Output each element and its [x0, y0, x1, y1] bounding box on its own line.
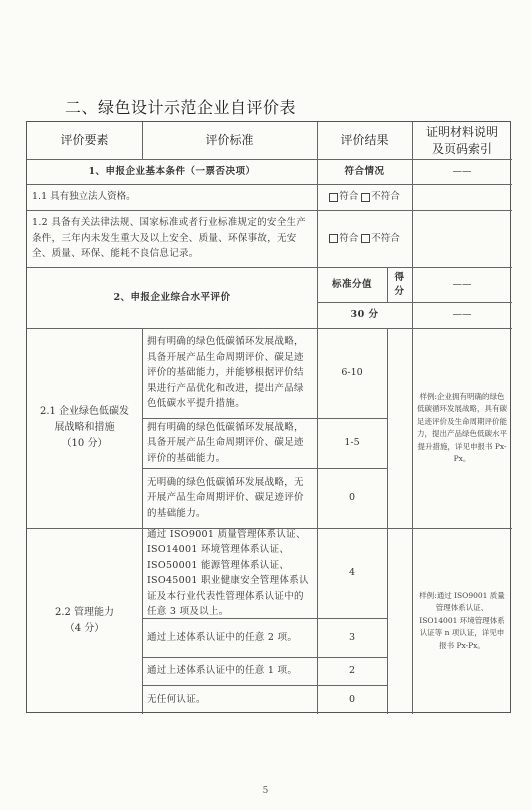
score-obtained-header: 得分 [394, 271, 405, 297]
criterion-2-2-c: 通过上述体系认证中的任意 1 项。 [147, 665, 298, 677]
option-no-label: 不符合 [371, 191, 400, 202]
header-requirement: 评价要素 [60, 133, 109, 147]
score-2-1-c: 0 [348, 492, 356, 503]
criterion-2-2-d: 无任何认证。 [147, 693, 206, 705]
item-2-2-name-line1: 2.2 管理能力 [54, 607, 115, 618]
checkbox-yes[interactable] [329, 193, 338, 202]
section1-result-header: 符合情况 [344, 165, 385, 177]
criterion-2-1-a: 拥有明确的绿色低碳循环发展战略，具备开展产品生命周期评价、碳足迹评价的基础能力，并能够根据评价结果进行产品优化和改进，提出产品绿色低碳水平提升措施。 [147, 336, 304, 410]
criterion-2-1-c: 无明确的绿色低碳循环发展战略，无开展产品生命周期评价、碳足迹评价的基础能力。 [147, 476, 304, 519]
total-proof-dash: —— [452, 309, 472, 320]
col-divider [387, 328, 388, 714]
score-2-1-b: 1-5 [344, 437, 360, 448]
option-yes-label: 符合 [339, 191, 359, 202]
criterion-2-1-b: 拥有明确的绿色低碳循环发展战略，具备开展产品生命周期评价、碳足迹评价的基础能力。 [147, 421, 304, 464]
item-2-1-name-line2: 展战略和措施 [54, 422, 115, 433]
checkbox-no[interactable] [361, 234, 370, 243]
header-proof-line2: 及页码索引 [431, 141, 492, 156]
item-2-1-name [27, 328, 142, 528]
total-score: 30 分 [350, 309, 379, 320]
header-proof [412, 122, 512, 159]
section2-proof-dash: —— [452, 278, 472, 290]
score-2-2-a: 4 [348, 567, 356, 578]
item-2-1-name-line1: 2.1 企业绿色低碳发 [39, 406, 130, 417]
criterion-2-2-a: 通过 ISO9001 质量管理体系认证、ISO14001 环境管理体系认证、ISO50001 能源管理体系认证、ISO45001 职业健康安全管理体系认证及本行业代表性管理体系认证中的任意 3 项及以上。 [147, 528, 309, 617]
section2-label: 2、申报企业综合水平评价 [113, 291, 231, 303]
score-2-2-b: 3 [348, 631, 356, 643]
compliance-options-1-1 [317, 184, 412, 210]
proof-note-2-1: 样例:企业拥有明确的绿色低碳循环发展战略，具有碳足迹评价及生命周期评价能力，提出产品绿色低碳水平提升措施，详见申报书 Px-Px。 [417, 391, 507, 463]
section1-proof-dash: —— [452, 165, 472, 177]
header-result: 评价结果 [340, 133, 389, 147]
section1-label: 1、申报企业基本条件（一票否决项） [88, 165, 256, 177]
page-number: 5 [262, 786, 269, 796]
checkbox-yes[interactable] [329, 234, 338, 243]
proof-note-2-2: 样例:通过 ISO9001 质量管理体系认证、ISO14001 环境管理体系认证等 n 项认证，详见申报书 Px-Px。 [419, 590, 505, 650]
score-header: 标准分值 [331, 278, 372, 290]
requirement-1-2: 1.2 具备有关法律法规、国家标准或者行业标准规定的安全生产条件，三年内未发生重大及以上安全、质量、环保事故，无安全、质量、环保、能耗不良信息记录。 [32, 217, 307, 260]
item-2-2-name-line2: （4 分） [64, 623, 105, 634]
checkbox-no[interactable] [361, 193, 370, 202]
requirement-1-1: 1.1 具有独立法人资格。 [32, 191, 136, 202]
criterion-2-2-b: 通过上述体系认证中的任意 2 项。 [147, 631, 298, 643]
score-2-2-d: 0 [348, 693, 356, 705]
self-evaluation-table [26, 121, 511, 713]
header-standard: 评价标准 [205, 133, 254, 147]
score-2-2-c: 2 [348, 665, 356, 676]
page-title: 二、绿色设计示范企业自评价表 [65, 98, 297, 117]
option-yes-label: 符合 [339, 232, 359, 244]
compliance-options-1-2 [317, 210, 412, 267]
header-proof-line1: 证明材料说明 [425, 124, 498, 139]
item-2-2-name [27, 528, 142, 714]
score-2-1-a: 6-10 [341, 367, 363, 378]
option-no-label: 不符合 [371, 232, 400, 244]
item-2-1-name-line3: （10 分） [61, 438, 108, 449]
